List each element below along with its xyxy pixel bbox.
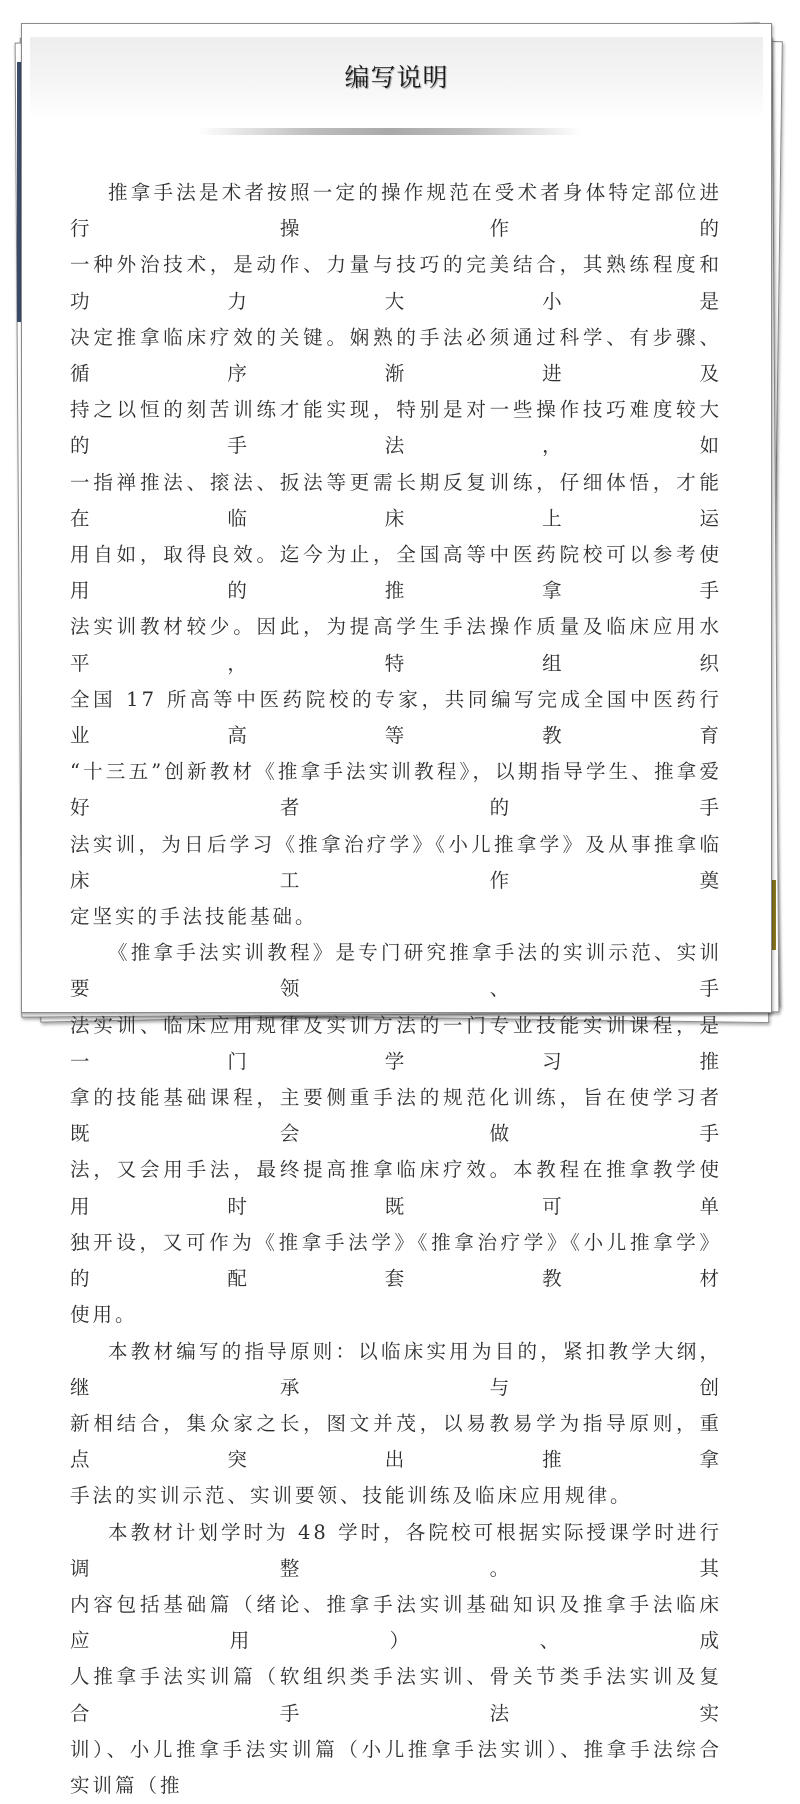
paragraph-line: 新相结合，集众家之长，图文并茂，以易教易学为指导原则，重点突出推拿 bbox=[70, 1411, 722, 1472]
paragraph-line: 定坚实的手法技能基础。 bbox=[70, 905, 318, 929]
paragraph-line: 全国 17 所高等中医药院校的专家，共同编写完成全国中医药行业高等教育 bbox=[70, 687, 722, 748]
paragraph-line: 训）、小儿推拿手法实训篇（小儿推拿手法实训）、推拿手法综合实训篇（推 bbox=[70, 1737, 722, 1797]
paragraph-line: 法实训，为日后学习《推拿治疗学》《小儿推拿学》及从事推拿临床工作奠 bbox=[70, 832, 722, 892]
document-page bbox=[21, 23, 772, 1797]
paragraph-line: 推拿手法是术者按照一定的操作规范在受术者身体特定部位进行操作的 bbox=[70, 181, 722, 241]
paragraph-line: 人推拿手法实训篇（软组织类手法实训、骨关节类手法实训及复合手法实 bbox=[70, 1665, 722, 1725]
paragraph-line: 法，又会用手法，最终提高推拿临床疗效。本教程在推拿教学使用时既可单 bbox=[70, 1158, 722, 1218]
paragraph bbox=[70, 1515, 722, 1804]
paragraph-line: 持之以恒的刻苦训练才能实现，特别是对一些操作技巧难度较大的手法，如 bbox=[70, 398, 722, 458]
paragraph-line: 法实训教材较少。因此，为提高学生手法操作质量及临床应用水平，特组织 bbox=[70, 615, 722, 675]
paragraph-line: 本教材编写的指导原则：以临床实用为目的，紧扣教学大纲，继承与创 bbox=[70, 1339, 722, 1399]
paragraph-line: 本教材计划学时为 48 学时，各院校可根据实际授课学时进行调整。其 bbox=[70, 1520, 722, 1580]
paragraph bbox=[70, 175, 722, 935]
paragraph-line: 《推拿手法实训教程》是专门研究推拿手法的实训示范、实训要领、手 bbox=[70, 941, 722, 1001]
title-underline bbox=[197, 128, 582, 135]
paragraph-line: 决定推拿临床疗效的关键。娴熟的手法必须通过科学、有步骤、循序渐进及 bbox=[70, 325, 722, 386]
page-title: 编写说明 bbox=[344, 63, 449, 92]
body-text bbox=[70, 175, 722, 1804]
paragraph-line: 内容包括基础篇（绪论、推拿手法实训基础知识及推拿手法临床应用）、成 bbox=[70, 1592, 722, 1653]
paragraph bbox=[70, 1334, 722, 1515]
paragraph bbox=[70, 935, 722, 1333]
paragraph-line: 拿的技能基础课程，主要侧重手法的规范化训练，旨在使学习者既会做手 bbox=[70, 1086, 722, 1146]
paragraph-line: 用自如，取得良效。迄今为止，全国高等中医药院校可以参考使用的推拿手 bbox=[70, 543, 722, 603]
paragraph-line: 手法的实训示范、实训要领、技能训练及临床应用规律。 bbox=[70, 1484, 633, 1508]
paragraph-line: 一指禅推法、㨰法、扳法等更需长期反复训练，仔细体悟，才能在临床上运 bbox=[70, 470, 722, 530]
paragraph-line: 法实训、临床应用规律及实训方法的一门专业技能实训课程，是一门学习推 bbox=[70, 1013, 722, 1073]
paragraph-line: 使用。 bbox=[70, 1303, 138, 1327]
paragraph-line: 一种外治技术，是动作、力量与技巧的完美结合，其熟练程度和功力大小是 bbox=[70, 253, 722, 313]
sheet-edge-accent bbox=[772, 880, 776, 950]
paragraph-line: 独开设，又可作为《推拿手法学》《推拿治疗学》《小儿推拿学》的配套教材 bbox=[70, 1230, 722, 1291]
paragraph-line: “十三五”创新教材《推拿手法实训教程》，以期指导学生、推拿爱好者的手 bbox=[70, 760, 722, 820]
